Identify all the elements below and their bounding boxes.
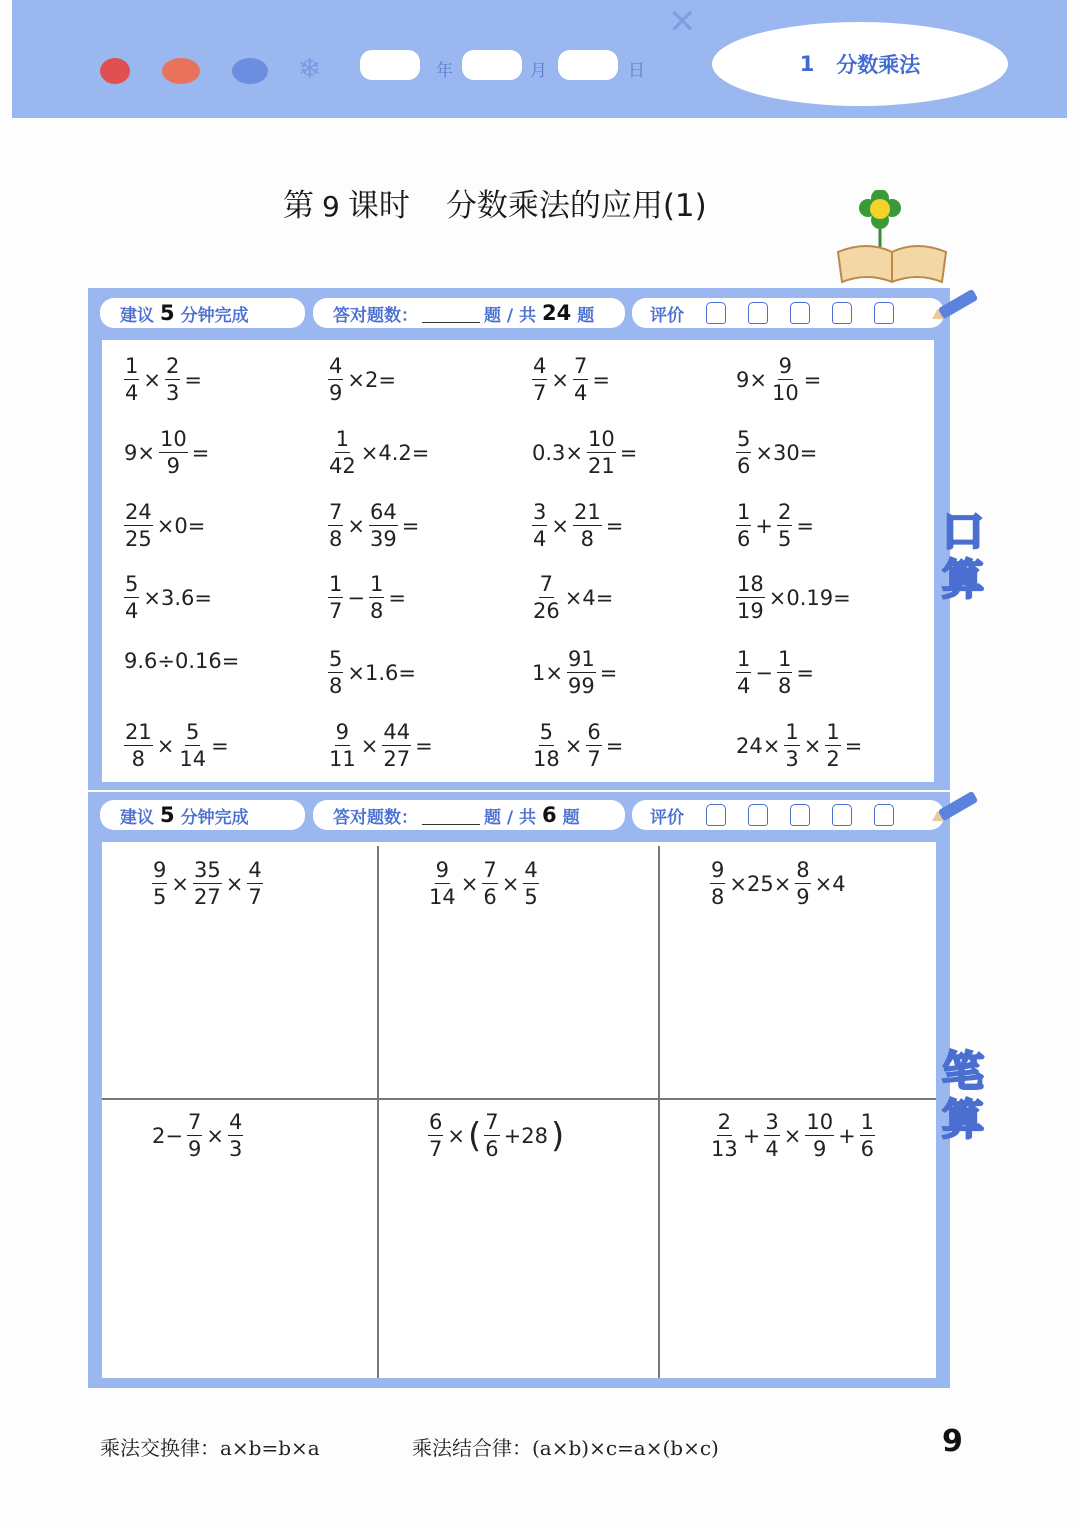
fraction [736,649,751,697]
fraction [428,860,457,908]
oral-problem [530,356,612,404]
month-label: 月 [530,61,547,81]
fraction [784,722,799,770]
numerator: 7 [187,1110,202,1134]
operator: = [388,586,406,610]
operator: = [184,368,202,392]
written-time-header [100,800,305,830]
oral-problem [326,574,408,622]
oral-problem [326,502,421,550]
fraction [328,356,343,404]
rain-icon [232,58,268,84]
denominator: 3 [228,1137,243,1161]
operator: − [755,661,773,685]
fraction [152,860,167,908]
oral-problem [122,649,241,673]
numerator: 9 [778,354,793,378]
numerator: 5 [329,647,343,671]
denominator: 6 [485,1137,499,1161]
fraction [328,502,343,550]
numerator: 7 [329,500,343,524]
operator: ×3.6= [143,586,212,610]
operator: = [415,734,433,758]
operator: ×0= [156,514,206,538]
eval-label: 评价 [650,807,684,828]
oral-eval-header [632,298,944,328]
fraction [573,356,588,404]
denominator: 7 [429,1137,443,1161]
denominator: 9 [329,381,343,405]
operator: × [347,514,365,538]
oral-problem [530,649,619,697]
written-problem [708,1112,877,1160]
denominator: 13 [711,1137,738,1161]
oral-problem [326,722,435,770]
denominator: 6 [737,527,751,551]
oral-problem [734,356,823,404]
fraction [247,860,262,908]
denominator: 39 [369,527,397,551]
oral-score-header [313,298,625,328]
minutes-value: 5 [160,301,175,325]
operator: ×4.2= [360,441,430,465]
oral-problem [734,502,816,550]
operator: ×4 [814,872,846,896]
suggest-label: 建议 [120,305,154,326]
fraction [573,502,602,550]
oral-problem [734,429,819,477]
lesson-name: 分数乘法的应用(1) [445,188,707,224]
operator: ×30= [755,441,818,465]
oral-problem [734,649,816,697]
fraction [484,1112,499,1160]
oral-problem [122,502,207,550]
operator: ) [550,1116,565,1156]
operator: = [844,734,863,758]
fraction [124,356,139,404]
oral-time-header [100,298,305,328]
thumb-icon[interactable] [790,302,810,324]
oral-problem [326,429,431,477]
operator: 0.3× [532,441,583,465]
denominator: 25 [125,527,152,551]
day-input[interactable] [558,50,618,80]
written-side-label: 笔 算 [942,1047,985,1145]
fraction [124,574,139,622]
fraction [328,429,357,477]
numerator: 9 [711,858,725,882]
written-score-header [313,800,625,830]
oral-problem [326,649,418,697]
correct-label: 答对题数： [333,305,418,326]
numerator: 91 [567,647,595,671]
numerator: 6 [429,1110,443,1134]
commutative-law: 乘法交换律：a×b=b×a [100,1436,320,1460]
numerator: 4 [524,858,538,882]
numerator: 9 [153,858,167,882]
operator: = [803,368,822,392]
operator: 1× [532,661,563,685]
operator: = [401,514,420,538]
operator: = [191,441,210,465]
thumb-icon[interactable] [832,302,852,324]
denominator: 99 [567,674,595,698]
numerator: 1 [737,500,751,524]
total-tail: 题 [562,807,580,828]
denominator: 8 [329,674,343,698]
numerator: 1 [826,720,840,744]
operator: = [592,368,610,392]
operator: + [755,514,773,538]
operator: × [143,368,161,392]
fraction [532,574,561,622]
fraction [587,429,616,477]
fraction [482,860,497,908]
numerator: 7 [539,572,554,596]
numerator: 8 [796,858,810,882]
fraction [523,860,538,908]
denominator: 8 [711,885,725,909]
fraction [187,1112,202,1160]
denominator: 18 [533,747,560,771]
numerator: 10 [159,427,187,451]
numerator: 4 [533,354,547,378]
oral-problem [122,722,231,770]
fraction [777,649,792,697]
sun-icon [100,58,130,84]
numerator: 1 [335,427,350,451]
fraction [193,860,222,908]
fraction [328,722,357,770]
oral-problem [734,722,864,770]
lesson-suffix: 课时 [347,188,410,224]
operator: ×0.19= [768,586,851,610]
operator: = [599,661,618,685]
oral-problem [122,574,214,622]
operator: − [347,586,365,610]
numerator: 1 [785,720,799,744]
written-problem [150,1112,245,1160]
oral-problem [122,356,204,404]
fraction [124,722,153,770]
lesson-number: 9 [322,190,340,223]
fraction [586,722,601,770]
numerator: 7 [485,1110,499,1134]
operator: + [742,1124,761,1148]
fraction [178,722,207,770]
operator: × [783,1124,802,1148]
cross-decoration-icon: ✕ [668,2,697,42]
thumb-icon[interactable] [706,302,726,324]
numerator: 1 [125,354,139,378]
operator: = [796,661,814,685]
year-label: 年 [436,61,453,81]
denominator: 3 [165,381,180,405]
numerator: 1 [329,572,343,596]
denominator: 11 [329,747,356,771]
denominator: 42 [329,454,356,478]
numerator: 7 [573,354,588,378]
numerator: 10 [806,1110,834,1134]
fraction [860,1112,875,1160]
denominator: 8 [580,527,595,551]
denominator: 6 [737,454,751,478]
denominator: 21 [588,454,615,478]
denominator: 8 [131,747,146,771]
fraction [532,356,547,404]
denominator: 9 [187,1137,202,1161]
denominator: 8 [777,674,792,698]
numerator: 5 [125,572,139,596]
fraction [567,649,596,697]
operator: ×1.6= [347,661,416,685]
operator: = [211,734,229,758]
operator: 2− [152,1124,183,1148]
day-label: 日 [628,61,645,81]
operator: + [838,1124,856,1148]
written-eval-header [632,800,944,830]
fraction [764,1112,779,1160]
numerator: 5 [186,720,200,744]
operator: × [225,872,244,896]
fraction [532,502,547,550]
operator: = [619,441,638,465]
fraction [777,502,792,550]
fraction [428,1112,443,1160]
oral-problem [530,722,625,770]
numerator: 3 [533,500,547,524]
eval-label: 评价 [650,305,684,326]
fraction [328,574,343,622]
fraction [159,429,188,477]
numerator: 21 [125,720,152,744]
oral-problem [734,574,853,622]
numerator: 44 [383,720,411,744]
thumb-icon[interactable] [706,804,726,826]
operator: × [551,368,569,392]
fraction [736,574,765,622]
operator: 9× [124,441,155,465]
fraction [795,860,810,908]
denominator: 7 [533,381,547,405]
year-input[interactable] [360,50,420,80]
operator: ×25× [729,872,792,896]
numerator: 3 [765,1110,779,1134]
book-flower-icon [832,190,952,290]
thumb-icon[interactable] [874,302,894,324]
denominator: 6 [860,1137,875,1161]
correct-count-input[interactable] [422,806,480,825]
correct-count-input[interactable] [422,304,480,323]
numerator: 5 [539,720,554,744]
total-tail: 题 [577,305,595,326]
total-mid: 题 / 共 [484,305,537,326]
denominator: 2 [826,747,840,771]
unit-title: 分数乘法 [836,53,921,77]
denominator: 7 [329,599,343,623]
numerator: 9 [335,720,350,744]
denominator: 4 [125,381,139,405]
operator: 24× [736,734,781,758]
operator: 9.6÷0.16= [124,649,240,673]
written-problem [426,1112,565,1160]
thumb-icon[interactable] [748,302,768,324]
denominator: 19 [737,599,764,623]
total-value: 6 [542,803,557,827]
total-value: 24 [542,301,572,325]
unit-number: 1 [799,52,815,76]
total-mid: 题 / 共 [484,807,537,828]
month-input[interactable] [462,50,522,80]
fraction [710,1112,739,1160]
correct-label: 答对题数： [333,807,418,828]
oral-side-label: 口 算 [942,507,985,605]
operator: × [171,872,189,896]
fraction [369,574,384,622]
denominator: 3 [785,747,799,771]
oral-problem [530,502,625,550]
numerator: 1 [737,647,751,671]
suggest-label: 建议 [120,807,154,828]
written-problem [150,860,265,908]
operator: × [551,514,569,538]
fraction [124,502,153,550]
oral-problem [122,429,211,477]
fraction [805,1112,834,1160]
operator: × [460,872,479,896]
operator: +28 [503,1124,548,1148]
denominator: 27 [383,747,411,771]
lesson-title [283,180,707,225]
denominator: 6 [483,885,497,909]
fraction [532,722,561,770]
minutes-value: 5 [160,803,175,827]
operator: = [605,514,624,538]
oral-panel [102,340,934,782]
thumb-icon[interactable] [832,804,852,826]
numerator: 35 [193,858,221,882]
fraction [736,429,751,477]
fraction [736,502,751,550]
fraction [228,1112,243,1160]
numerator: 1 [860,1110,875,1134]
fraction [710,860,725,908]
suggest-tail: 分钟完成 [180,807,249,828]
operator: × [564,734,583,758]
operator: × [360,734,379,758]
page-number: 9 [942,1424,963,1459]
operator: ×4= [564,586,614,610]
suggest-tail: 分钟完成 [180,305,249,326]
denominator: 4 [765,1137,779,1161]
oral-problem [530,574,615,622]
denominator: 4 [125,599,139,623]
denominator: 4 [737,674,751,698]
denominator: 4 [573,381,588,405]
denominator: 7 [587,747,601,771]
operator: × [803,734,822,758]
numerator: 10 [588,427,615,451]
oral-problem [326,356,398,404]
associative-law: 乘法结合律：(a×b)×c=a×(b×c) [412,1436,719,1460]
denominator: 9 [796,885,810,909]
numerator: 2 [777,500,792,524]
unit-badge [712,22,1008,106]
numerator: 4 [248,858,262,882]
fraction [382,722,411,770]
denominator: 8 [329,527,343,551]
fraction [328,649,343,697]
operator: × [206,1124,224,1148]
thumb-icon[interactable] [790,804,810,826]
numerator: 1 [369,572,384,596]
numerator: 9 [435,858,450,882]
operator: = [605,734,624,758]
cloudy-icon [162,58,200,84]
numerator: 4 [228,1110,243,1134]
operator: ×2= [347,368,396,392]
numerator: 7 [483,858,497,882]
oral-problem [530,429,639,477]
fraction [825,722,840,770]
grid-divider [658,846,660,1378]
operator: ( [467,1116,482,1156]
operator: × [156,734,175,758]
operator: 9× [736,368,767,392]
thumb-icon[interactable] [748,804,768,826]
denominator: 7 [248,885,262,909]
fraction [369,502,398,550]
grid-divider [102,1098,936,1100]
denominator: 9 [813,1137,827,1161]
operator: × [447,1124,465,1148]
denominator: 27 [193,885,221,909]
denominator: 10 [771,381,799,405]
denominator: 8 [369,599,384,623]
written-problem [426,860,541,908]
fraction [165,356,180,404]
denominator: 5 [153,885,167,909]
numerator: 2 [165,354,180,378]
denominator: 14 [429,885,456,909]
denominator: 5 [777,527,792,551]
numerator: 5 [737,427,751,451]
grid-divider [377,846,379,1378]
fraction [771,356,800,404]
denominator: 14 [179,747,207,771]
numerator: 2 [717,1110,732,1134]
denominator: 4 [533,527,547,551]
denominator: 5 [524,885,538,909]
operator: = [796,514,814,538]
numerator: 21 [573,500,601,524]
written-problem [708,860,848,908]
thumb-icon[interactable] [874,804,894,826]
operator: × [501,872,520,896]
denominator: 26 [533,599,560,623]
snow-icon: ❄ [298,52,322,85]
denominator: 9 [166,454,181,478]
numerator: 4 [329,354,343,378]
lesson-prefix: 第 [283,188,314,224]
numerator: 6 [587,720,601,744]
numerator: 18 [737,572,764,596]
numerator: 24 [125,500,152,524]
numerator: 1 [777,647,792,671]
numerator: 64 [369,500,397,524]
